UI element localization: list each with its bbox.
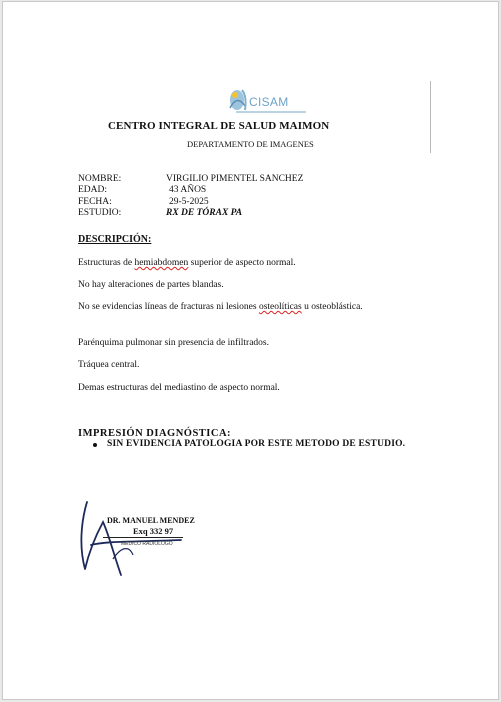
signature-line: [103, 537, 183, 538]
document-page: [2, 1, 499, 700]
bullet-icon: [93, 443, 97, 447]
logo-text: CISAM: [249, 95, 289, 109]
signer-role: MEDICO RADIOLOGO: [121, 541, 173, 547]
study-label: ESTUDIO:: [78, 208, 122, 218]
signer-name: DR. MANUEL MENDEZ: [107, 516, 195, 525]
spellcheck-word: hemiabdomen: [134, 258, 189, 268]
description-paragraph-5: Tráquea central.: [78, 360, 140, 370]
description-paragraph-3: [78, 301, 383, 313]
p3-text-end: u osteoblástica.: [301, 302, 363, 312]
description-paragraph-2: No hay alteraciones de partes blandas.: [78, 280, 224, 290]
impression-title: IMPRESIÓN DIAGNÓSTICA:: [78, 428, 232, 439]
description-paragraph-4: Parénquima pulmonar sin presencia de infiltrados.: [78, 338, 270, 348]
p3-text-start: No se evidencias líneas de fracturas ni lesiones: [78, 302, 259, 312]
p1-text-end: superior de aspecto normal.: [188, 258, 296, 268]
date-label: FECHA:: [78, 197, 112, 207]
description-paragraph-1: [78, 257, 378, 269]
signer-license: Exq 332 97: [133, 526, 174, 536]
department-name: DEPARTAMENTO DE IMAGENES: [187, 139, 314, 149]
organization-title: CENTRO INTEGRAL DE SALUD MAIMON: [108, 120, 330, 132]
description-paragraph-6: Demas estructuras del mediastino de aspecto normal.: [78, 383, 280, 393]
description-title: DESCRIPCIÓN:: [78, 234, 152, 245]
exam-date: 29-5-2025: [169, 197, 209, 207]
spellcheck-word: osteolíticas: [258, 302, 302, 312]
patient-age: 43 AÑOS: [169, 185, 207, 195]
study-type: RX DE TÓRAX PA: [166, 208, 243, 218]
logo-subtitle-bar: [236, 111, 306, 113]
patient-name: VIRGILIO PIMENTEL SANCHEZ: [166, 174, 304, 184]
signature-icon: [71, 497, 221, 582]
impression-item: SIN EVIDENCIA PATOLOGIA POR ESTE METODO DE ESTUDIO.: [107, 439, 406, 449]
age-label: EDAD:: [78, 185, 108, 195]
p1-text-start: Estructuras de: [78, 258, 135, 268]
name-label: NOMBRE:: [78, 174, 122, 184]
margin-line: [430, 81, 431, 153]
